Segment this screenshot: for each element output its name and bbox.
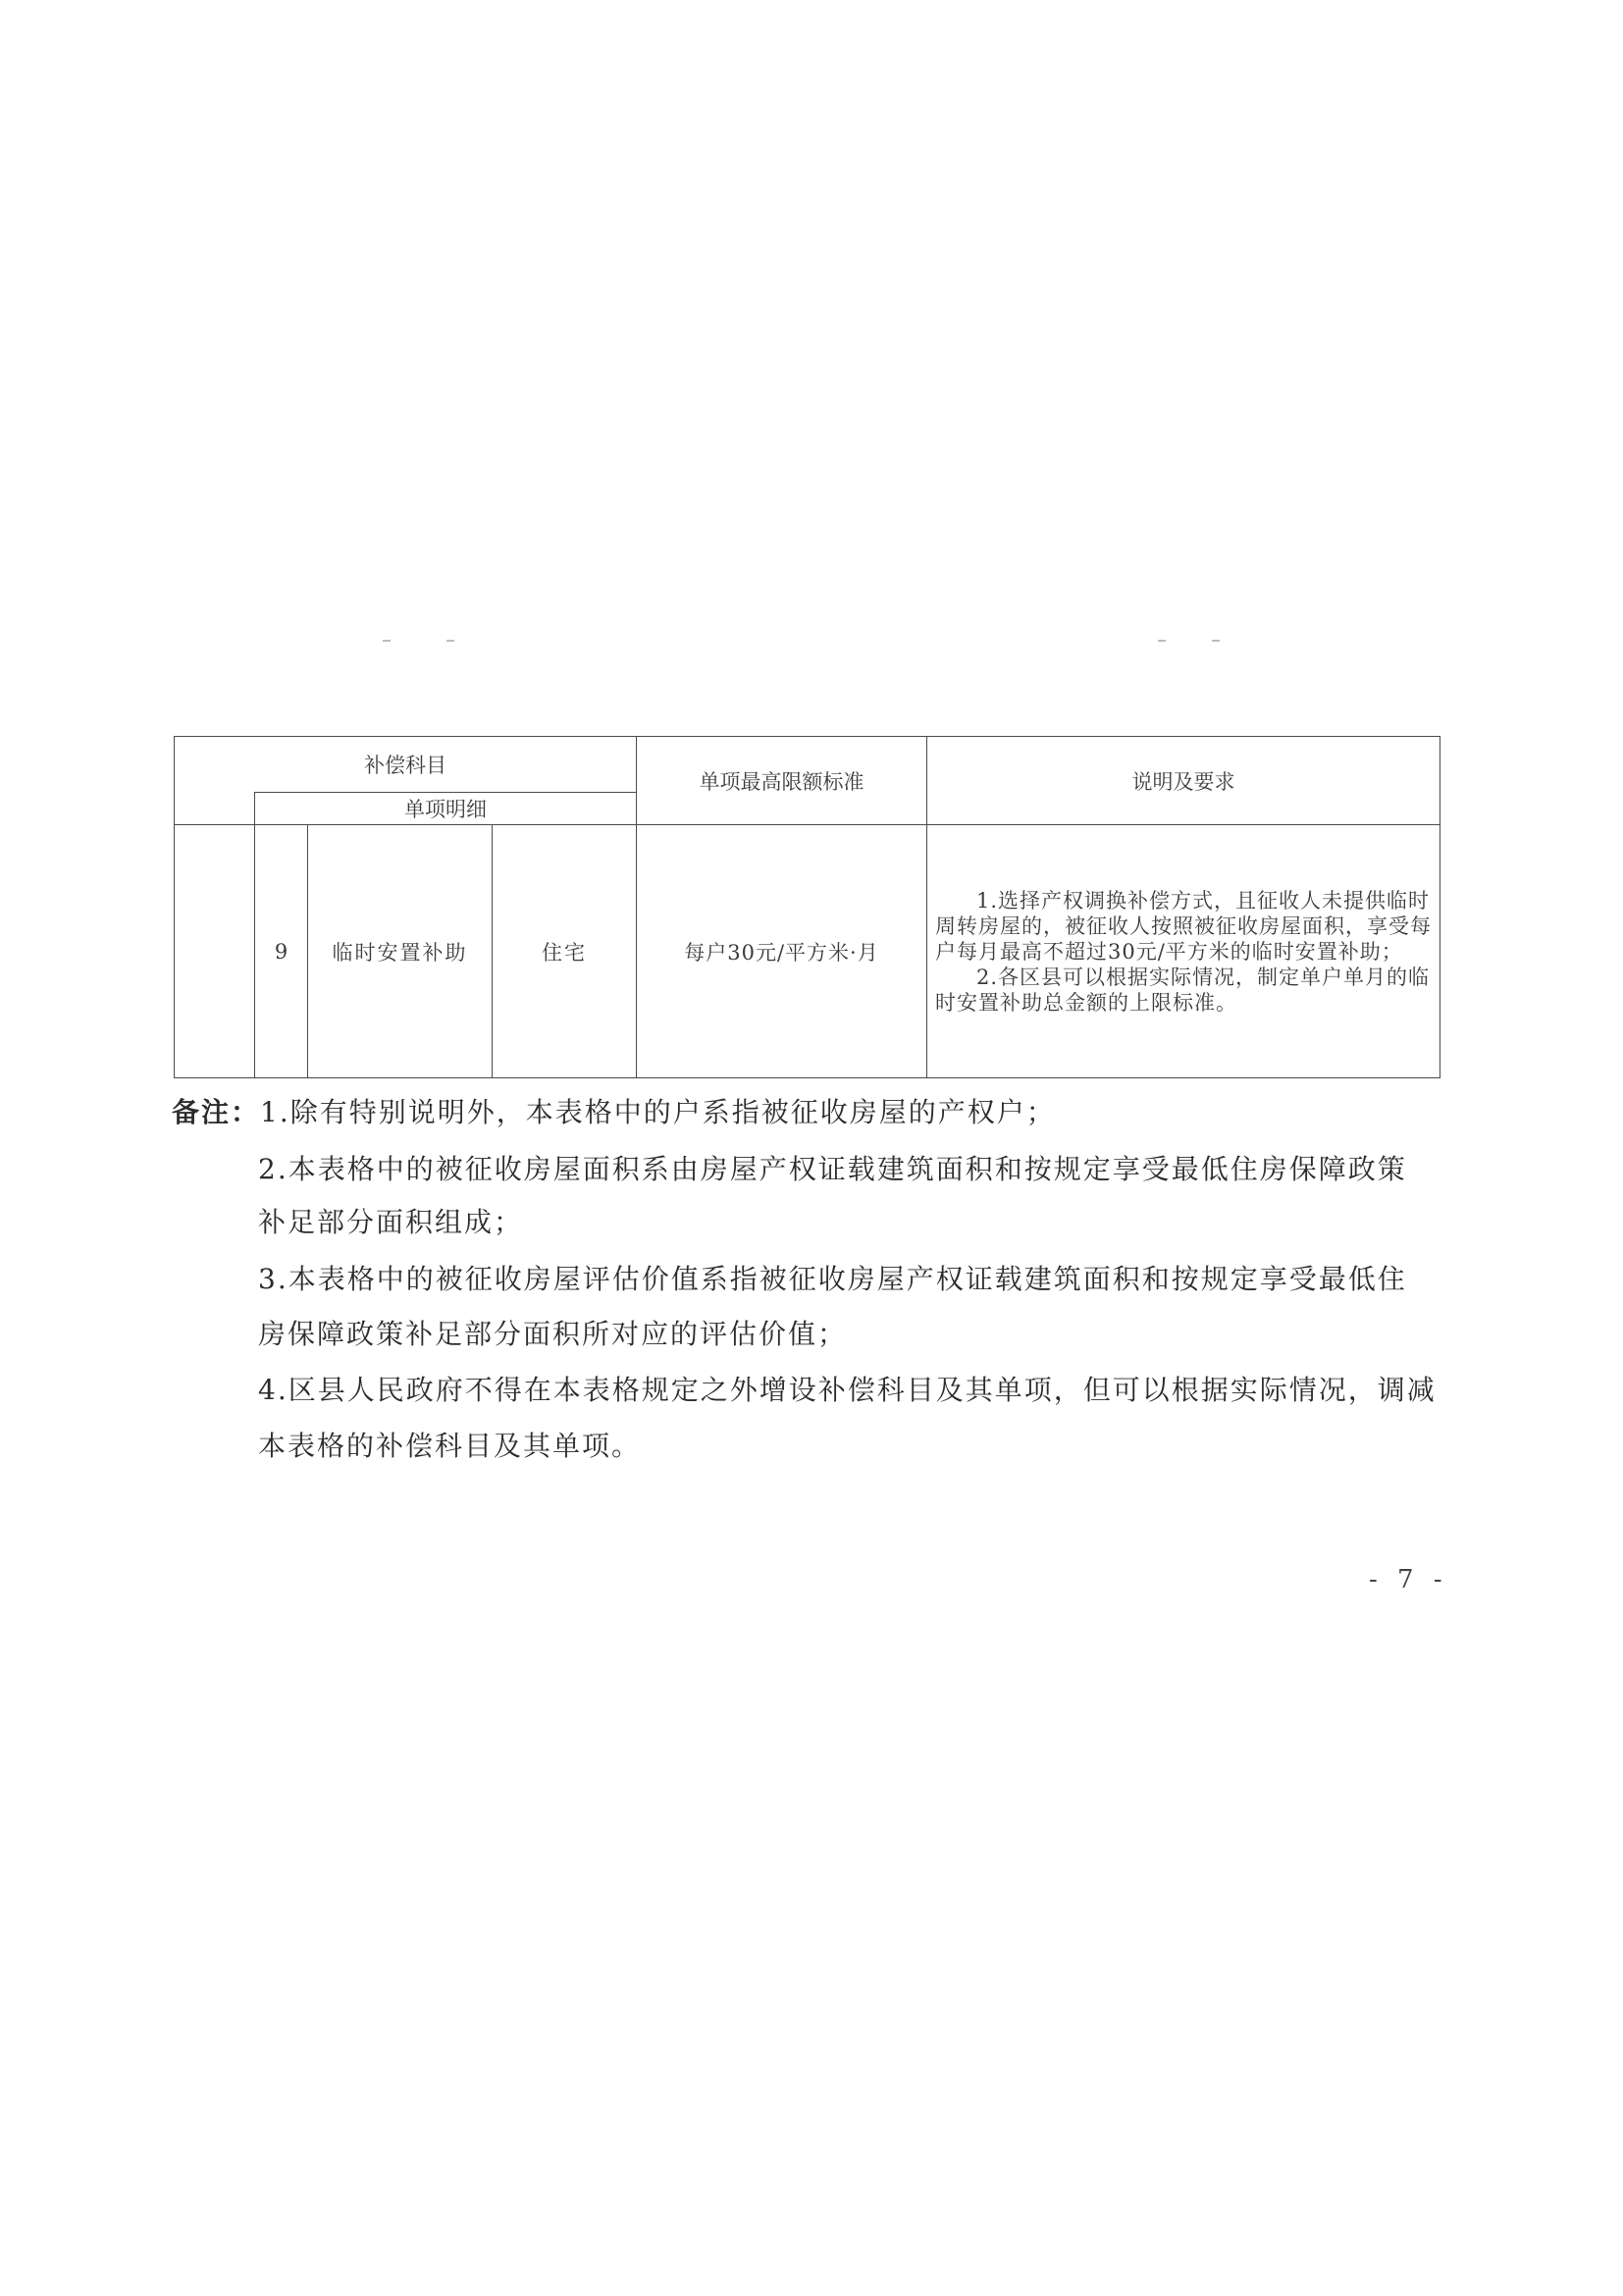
row-standard: 每户30元/平方米·月 — [637, 825, 927, 1078]
header-blank-cell — [175, 793, 255, 825]
notes-label: 备注： — [172, 1096, 261, 1128]
scan-speck — [383, 640, 391, 642]
notes-line-5: 房保障政策补足部分面积所对应的评估价值； — [258, 1318, 848, 1350]
header-sub-item: 单项明细 — [255, 793, 637, 825]
notes-line-4: 3.本表格中的被征收房屋评估价值系指被征收房屋产权证载建筑面积和按规定享受最低住 — [258, 1263, 1407, 1295]
scan-speck — [1158, 640, 1166, 642]
row-item: 临时安置补助 — [308, 825, 493, 1078]
header-category: 补偿科目 — [175, 737, 637, 793]
scan-speck — [446, 640, 454, 642]
row-type: 住宅 — [493, 825, 637, 1078]
page-number: - 7 - — [1369, 1565, 1448, 1594]
header-max-standard: 单项最高限额标准 — [637, 737, 927, 825]
description-line: 1.选择产权调换补偿方式，且征收人未提供临时周转房屋的，被征收人按照被征收房屋面积，享受每户每月最高不超过30元/平方米的临时安置补助； — [935, 888, 1432, 964]
header-description: 说明及要求 — [927, 737, 1440, 825]
blank-cell — [175, 825, 255, 1078]
notes-text: 1.除有特别说明外，本表格中的户系指被征收房屋的产权户； — [260, 1096, 1056, 1128]
notes-line-6: 4.区县人民政府不得在本表格规定之外增设补偿科目及其单项，但可以根据实际情况，调减 — [258, 1374, 1437, 1406]
scan-speck — [1212, 640, 1220, 642]
description-line: 2.各区县可以根据实际情况，制定单户单月的临时安置补助总金额的上限标准。 — [935, 965, 1431, 1015]
notes-line-7: 本表格的补偿科目及其单项。 — [258, 1430, 642, 1462]
notes-line-3: 补足部分面积组成； — [258, 1206, 524, 1238]
compensation-table — [174, 736, 1440, 1078]
notes-line-1 — [172, 1091, 1056, 1130]
table-row — [175, 825, 1440, 1078]
row-number: 9 — [255, 825, 308, 1078]
notes-line-2: 2.本表格中的被征收房屋面积系由房屋产权证载建筑面积和按规定享受最低住房保障政策 — [258, 1153, 1407, 1185]
row-description — [927, 825, 1440, 1078]
